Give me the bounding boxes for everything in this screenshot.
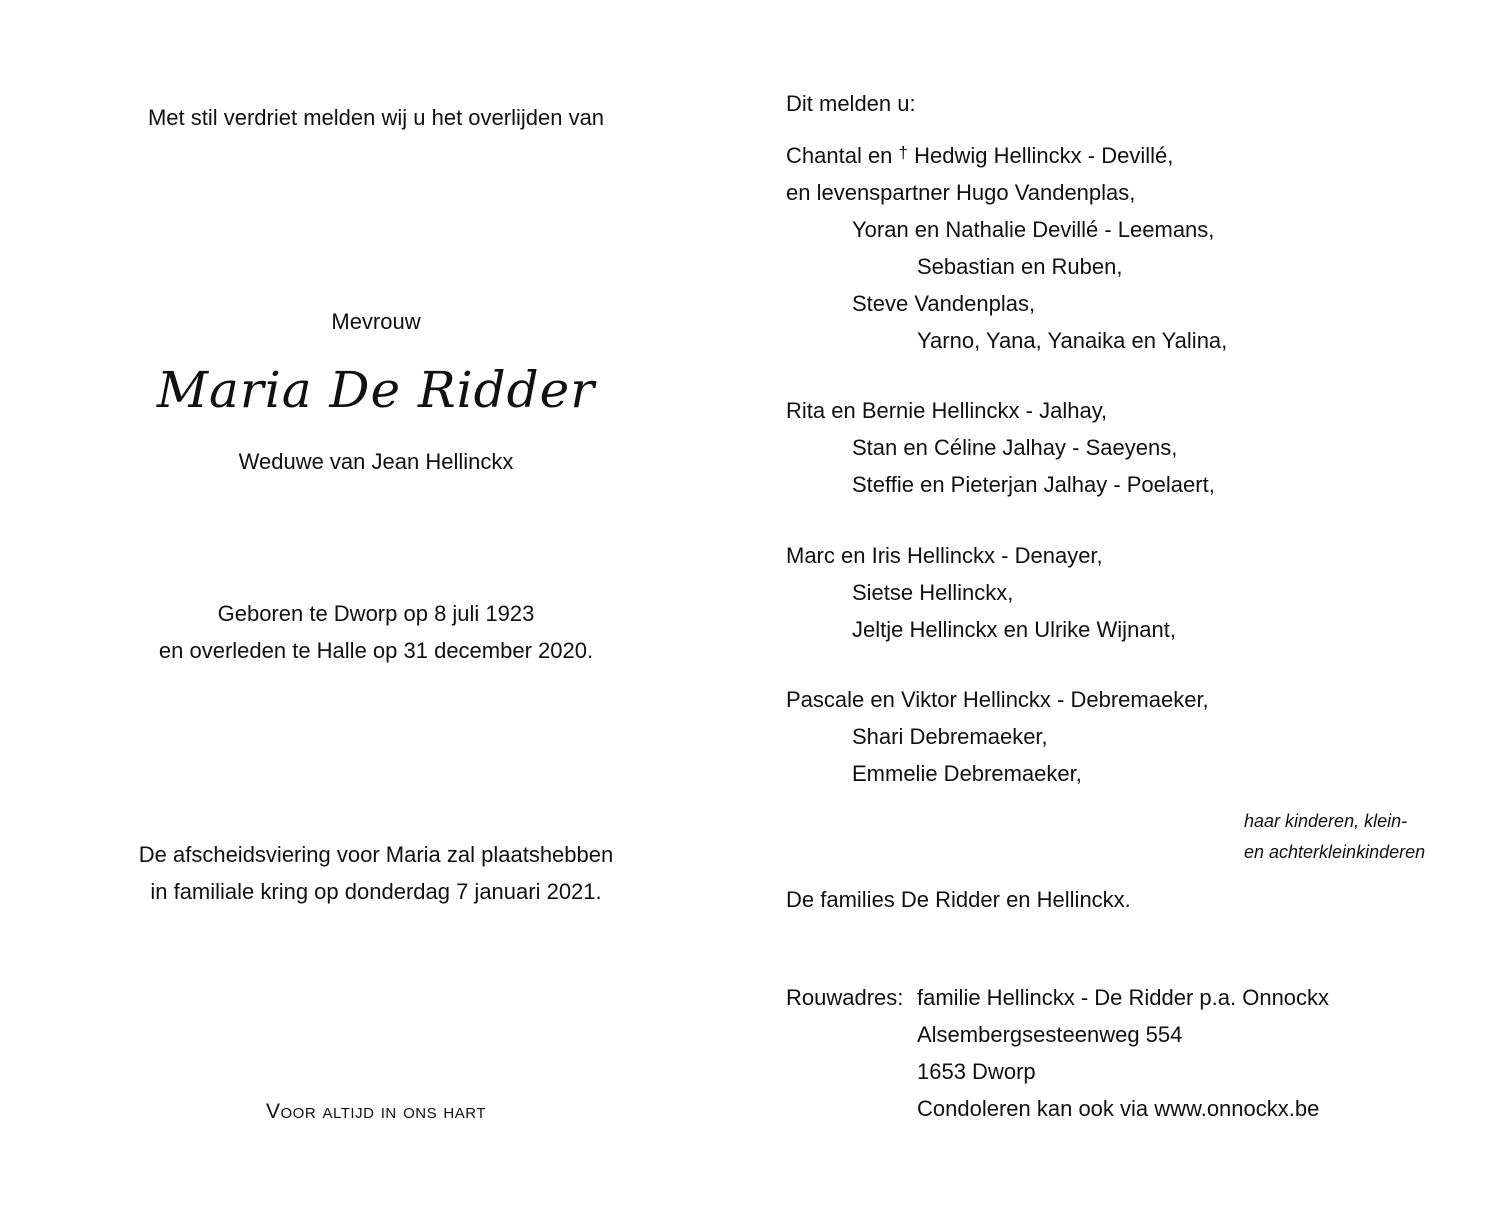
intro-text: Met stil verdriet melden wij u het overlijden van: [147, 105, 605, 130]
motto: Voor altijd in ons hart: [266, 1100, 486, 1123]
descendants-note-line-1: haar kinderen, klein-: [1244, 811, 1408, 831]
family1-line-2: en levenspartner Hugo Vandenplas,: [786, 180, 1136, 205]
address-line-4: Condoleren kan ook via www.onnockx.be: [917, 1096, 1320, 1121]
ceremony-line-1: De afscheidsviering voor Maria zal plaatshebben: [138, 842, 614, 867]
announcers-header: Dit melden u:: [786, 91, 916, 116]
widow-of-text: Weduwe van Jean Hellinckx: [238, 449, 514, 474]
address-line-1: familie Hellinckx - De Ridder p.a. Onnockx: [917, 985, 1330, 1010]
family1-line-4: Sebastian en Ruben,: [917, 254, 1123, 279]
deceased-name: Maria De Ridder: [156, 361, 596, 419]
family1-line-1-after: Hedwig Hellinckx - Devillé,: [914, 143, 1174, 168]
ceremony-line-2: in familiale kring op donderdag 7 januari 2021.: [150, 879, 602, 904]
address-line-2: Alsembergsesteenweg 554: [917, 1022, 1183, 1047]
family3-line-2: Sietse Hellinckx,: [852, 580, 1014, 605]
descendants-note-line-2: en achterkleinkinderen: [1244, 842, 1426, 862]
death-text: en overleden te Halle op 31 december 2020.: [158, 638, 594, 663]
family4-line-1: Pascale en Viktor Hellinckx - Debremaeker,: [786, 687, 1209, 712]
birth-text: Geboren te Dworp op 8 juli 1923: [217, 601, 535, 626]
family1-line-1-before: Chantal en: [786, 143, 893, 168]
address-line-3: 1653 Dworp: [917, 1059, 1036, 1084]
family2-line-3: Steffie en Pieterjan Jalhay - Poelaert,: [852, 472, 1215, 497]
family1-line-3: Yoran en Nathalie Devillé - Leemans,: [852, 217, 1215, 242]
family1-line-1: [786, 137, 1173, 176]
family1-line-6: Yarno, Yana, Yanaika en Yalina,: [917, 328, 1228, 353]
families-line: De families De Ridder en Hellinckx.: [786, 887, 1131, 912]
deceased-cross-icon: †: [898, 143, 909, 162]
family4-line-3: Emmelie Debremaeker,: [852, 761, 1082, 786]
address-label: Rouwadres:: [786, 985, 904, 1010]
family4-line-2: Shari Debremaeker,: [852, 724, 1048, 749]
family3-line-1: Marc en Iris Hellinckx - Denayer,: [786, 543, 1103, 568]
family1-line-5: Steve Vandenplas,: [852, 291, 1036, 316]
family2-line-1: Rita en Bernie Hellinckx - Jalhay,: [786, 398, 1108, 423]
family3-line-3: Jeltje Hellinckx en Ulrike Wijnant,: [852, 617, 1176, 642]
family2-line-2: Stan en Céline Jalhay - Saeyens,: [852, 435, 1178, 460]
salutation: Mevrouw: [331, 309, 421, 334]
